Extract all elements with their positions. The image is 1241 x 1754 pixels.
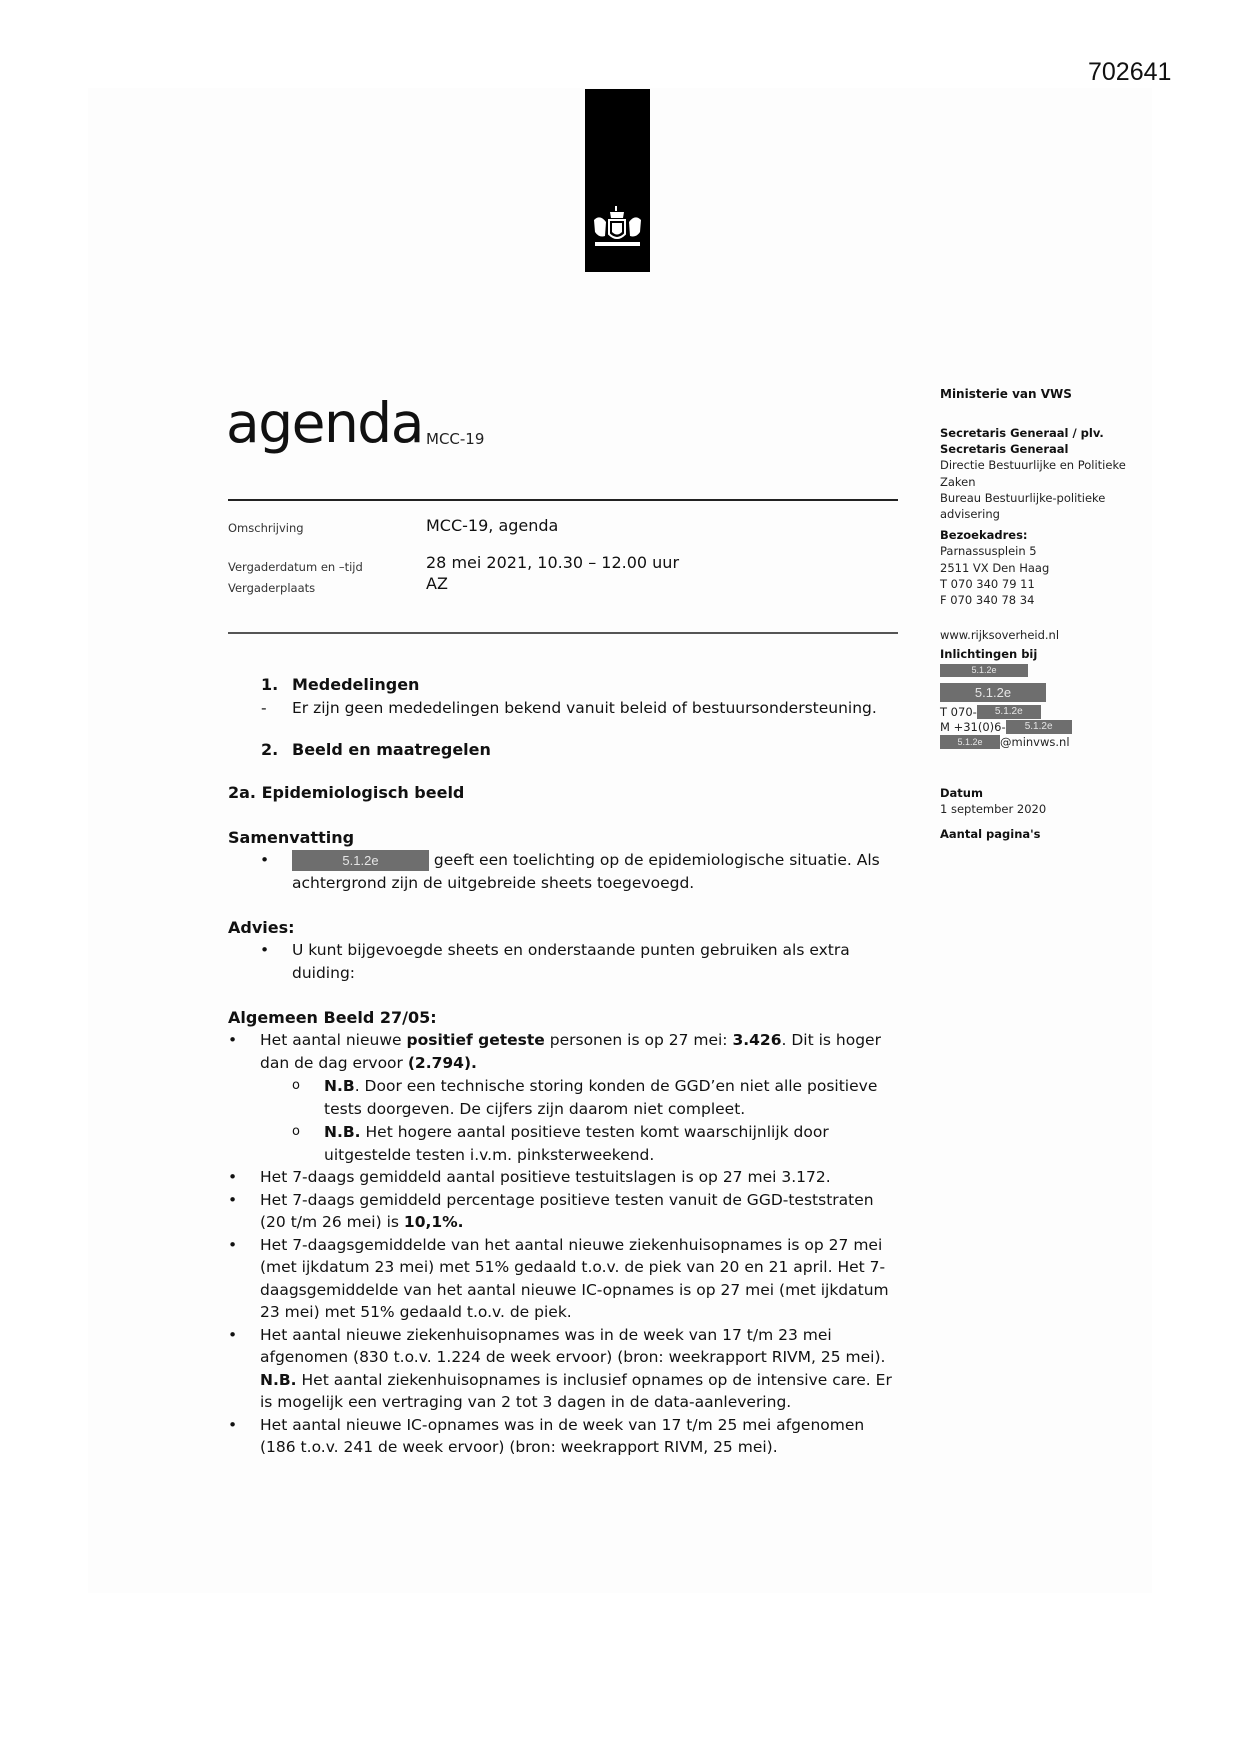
sub-list-item: o N.B. Door een technische storing konden de GGD’en niet alle positieve tests doorgeven. De cijfers zijn daarom niet compleet. — [292, 1077, 878, 1118]
sidebar-department: Secretaris Generaal / plv. Secretaris Generaal Directie Bestuurlijke en Politieke Zaken Bureau Bestuurlijke-politieke advisering Bezoekadres: Parnassusplein 5 2511 VX Den Haag T 070 340 79 11 F 070 340 78 34 — [940, 426, 1126, 608]
mededelingen-text: Er zijn geen mededelingen bekend vanuit beleid of bestuursondersteuning. — [292, 699, 877, 717]
coat-of-arms-icon — [591, 206, 644, 250]
list-item: • Het 7-daags gemiddeld percentage positieve testen vanuit de GGD-teststraten (20 t/m 26 mei) is 10,1%. — [228, 1190, 874, 1231]
list-item: • Het 7-daagsgemiddelde van het aantal nieuwe ziekenhuisopnames is op 27 mei (met ijkdatum 23 mei) met 51% gedaald t.o.v. de piek van 20 en 21 april. Het 7-daagsgemiddelde van het aantal nieuwe IC-opnames is op 27 mei (met ijkdatum 23 mei) met 51% gedaald t.o.v. de piek. — [228, 1235, 889, 1321]
samenvatting-heading: Samenvatting — [228, 828, 355, 847]
divider — [228, 632, 898, 634]
samenvatting-text: 5.1.2e geeft een toelichting op de epidemiologische situatie. Als achtergrond zijn de uitgebreide sheets toegevoegd. — [292, 851, 880, 892]
list-item: • Het aantal nieuwe ziekenhuisopnames was in de week van 17 t/m 23 mei afgenomen (830 t.o.v. 1.224 de week ervoor) (bron: weekrapport RIVM, 25 mei). N.B. Het aantal ziekenhuisopnames is inclusief opnames op de intensive care. Er is mogelijk een vertraging van 2 tot 3 dagen in de data-aanlevering. — [228, 1325, 892, 1411]
divider — [228, 499, 898, 501]
redaction-box: 5.1.2e — [292, 850, 429, 871]
item-number: 2. — [261, 740, 279, 759]
meta-value-omschrijving: MCC-19, agenda — [426, 516, 559, 535]
sidebar-date: Datum 1 september 2020 Aantal pagina's — [940, 786, 1047, 842]
item-number: 1. — [261, 675, 279, 694]
sidebar-contact: www.rijksoverheid.nl Inlichtingen bij 5.1.2e 5.1.2e T 070- 5.1.2e M +31(0)6- 5.1.2e 5.1.2e @minvws.nl — [940, 627, 1160, 750]
meta-label-omschrijving: Omschrijving — [228, 521, 304, 535]
redaction-box: 5.1.2e — [940, 683, 1046, 702]
website-link: www.rijksoverheid.nl — [940, 628, 1060, 642]
sidebar-ministry: Ministerie van VWS — [940, 387, 1072, 401]
section-heading-2a: 2a. Epidemiologisch beeld — [228, 783, 465, 802]
meta-label-plaats: Vergaderplaats — [228, 581, 316, 595]
bullet: • — [260, 941, 270, 959]
page-title: agenda — [226, 391, 423, 455]
document-number: 702641 — [1088, 58, 1172, 86]
item-title-beeld: Beeld en maatregelen — [292, 740, 491, 759]
list-item: • Het aantal nieuwe positief geteste personen is op 27 mei: 3.426. Dit is hoger dan de dag ervoor (2.794). — [228, 1031, 881, 1072]
algemeen-heading: Algemeen Beeld 27/05: — [228, 1008, 437, 1027]
rijksoverheid-logo — [585, 89, 650, 272]
redaction-box: 5.1.2e — [977, 705, 1041, 719]
meta-value-plaats: AZ — [426, 574, 448, 593]
bullet: • — [260, 851, 270, 869]
meta-value-datum: 28 mei 2021, 10.30 – 12.00 uur — [426, 553, 680, 572]
list-item: • Het aantal nieuwe IC-opnames was in de week van 17 t/m 25 mei afgenomen (186 t.o.v. 241 de week ervoor) (bron: weekrapport RIVM, 25 mei). — [228, 1415, 865, 1456]
dash-marker: - — [261, 699, 267, 717]
page-subtitle: MCC-19 — [426, 430, 485, 448]
redaction-box: 5.1.2e — [1006, 720, 1072, 734]
redaction-box: 5.1.2e — [940, 735, 1000, 749]
redaction-box: 5.1.2e — [940, 664, 1028, 677]
sub-list-item: o N.B. Het hogere aantal positieve testen komt waarschijnlijk door uitgestelde testen i.v.m. pinksterweekend. — [292, 1123, 829, 1164]
meta-label-datum: Vergaderdatum en –tijd — [228, 560, 363, 574]
advies-text: U kunt bijgevoegde sheets en onderstaande punten gebruiken als extra duiding: — [292, 941, 850, 982]
algemeen-bullet-list — [228, 1029, 900, 1459]
advies-heading: Advies: — [228, 918, 295, 937]
item-title-mededelingen: Mededelingen — [292, 675, 420, 694]
list-item: • Het 7-daags gemiddeld aantal positieve testuitslagen is op 27 mei 3.172. — [228, 1168, 831, 1186]
